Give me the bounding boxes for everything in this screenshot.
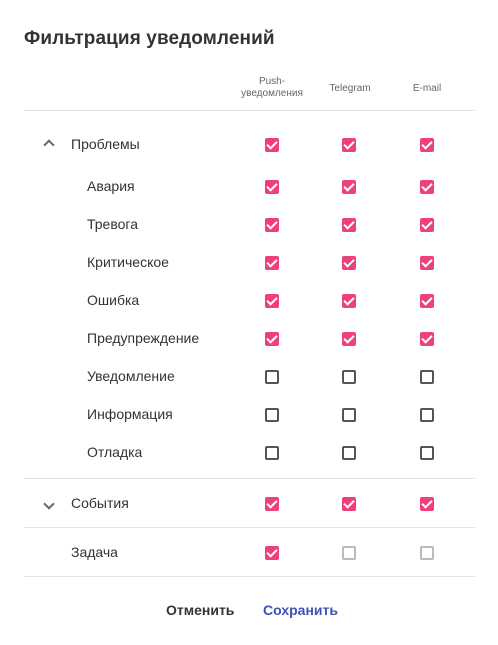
header-divider	[24, 110, 475, 111]
group-divider	[24, 478, 475, 479]
checkbox-task-push[interactable]	[265, 546, 279, 560]
chevron-up-icon[interactable]	[43, 139, 54, 150]
checkbox-debug-telegram[interactable]	[342, 446, 356, 460]
checkbox-events-email[interactable]	[420, 497, 434, 511]
checkbox-problems-telegram[interactable]	[342, 138, 356, 152]
dialog-title: Фильтрация уведомлений	[24, 28, 275, 49]
checkbox-crash-email[interactable]	[420, 180, 434, 194]
row-label-info: Информация	[87, 406, 173, 422]
save-button[interactable]: Сохранить	[263, 602, 338, 618]
row-label-crash: Авария	[87, 178, 135, 194]
checkbox-critical-email[interactable]	[420, 256, 434, 270]
row-label-critical: Критическое	[87, 254, 169, 270]
row-label-task: Задача	[71, 544, 118, 560]
checkbox-notice-push[interactable]	[265, 370, 279, 384]
checkbox-warning-telegram[interactable]	[342, 332, 356, 346]
row-label-problems: Проблемы	[71, 136, 140, 152]
checkbox-alarm-email[interactable]	[420, 218, 434, 232]
chevron-down-icon[interactable]	[43, 498, 54, 509]
checkbox-crash-telegram[interactable]	[342, 180, 356, 194]
column-header-email: E-mail	[412, 83, 442, 94]
checkbox-error-telegram[interactable]	[342, 294, 356, 308]
checkbox-problems-push[interactable]	[265, 138, 279, 152]
group-divider	[24, 527, 475, 528]
checkbox-info-push[interactable]	[265, 408, 279, 422]
checkbox-events-telegram[interactable]	[342, 497, 356, 511]
column-header-push: Push- уведомления	[241, 76, 303, 99]
checkbox-events-push[interactable]	[265, 497, 279, 511]
cancel-button[interactable]: Отменить	[166, 602, 235, 618]
row-label-warning: Предупреждение	[87, 330, 200, 346]
checkbox-crash-push[interactable]	[265, 180, 279, 194]
checkbox-debug-email[interactable]	[420, 446, 434, 460]
checkbox-notice-telegram[interactable]	[342, 370, 356, 384]
checkbox-warning-push[interactable]	[265, 332, 279, 346]
row-label-alarm: Тревога	[87, 216, 138, 232]
checkbox-info-telegram[interactable]	[342, 408, 356, 422]
checkbox-error-email[interactable]	[420, 294, 434, 308]
row-label-events: События	[71, 495, 129, 511]
checkbox-notice-email[interactable]	[420, 370, 434, 384]
checkbox-alarm-telegram[interactable]	[342, 218, 356, 232]
checkbox-critical-push[interactable]	[265, 256, 279, 270]
checkbox-critical-telegram[interactable]	[342, 256, 356, 270]
checkbox-warning-email[interactable]	[420, 332, 434, 346]
checkbox-task-telegram[interactable]	[342, 546, 356, 560]
checkbox-alarm-push[interactable]	[265, 218, 279, 232]
checkbox-info-email[interactable]	[420, 408, 434, 422]
checkbox-task-email[interactable]	[420, 546, 434, 560]
checkbox-problems-email[interactable]	[420, 138, 434, 152]
footer-divider	[24, 576, 475, 577]
row-label-notice: Уведомление	[87, 368, 175, 384]
checkbox-error-push[interactable]	[265, 294, 279, 308]
column-header-telegram: Telegram	[329, 83, 371, 94]
checkbox-debug-push[interactable]	[265, 446, 279, 460]
row-label-debug: Отладка	[87, 444, 143, 460]
row-label-error: Ошибка	[87, 292, 140, 308]
